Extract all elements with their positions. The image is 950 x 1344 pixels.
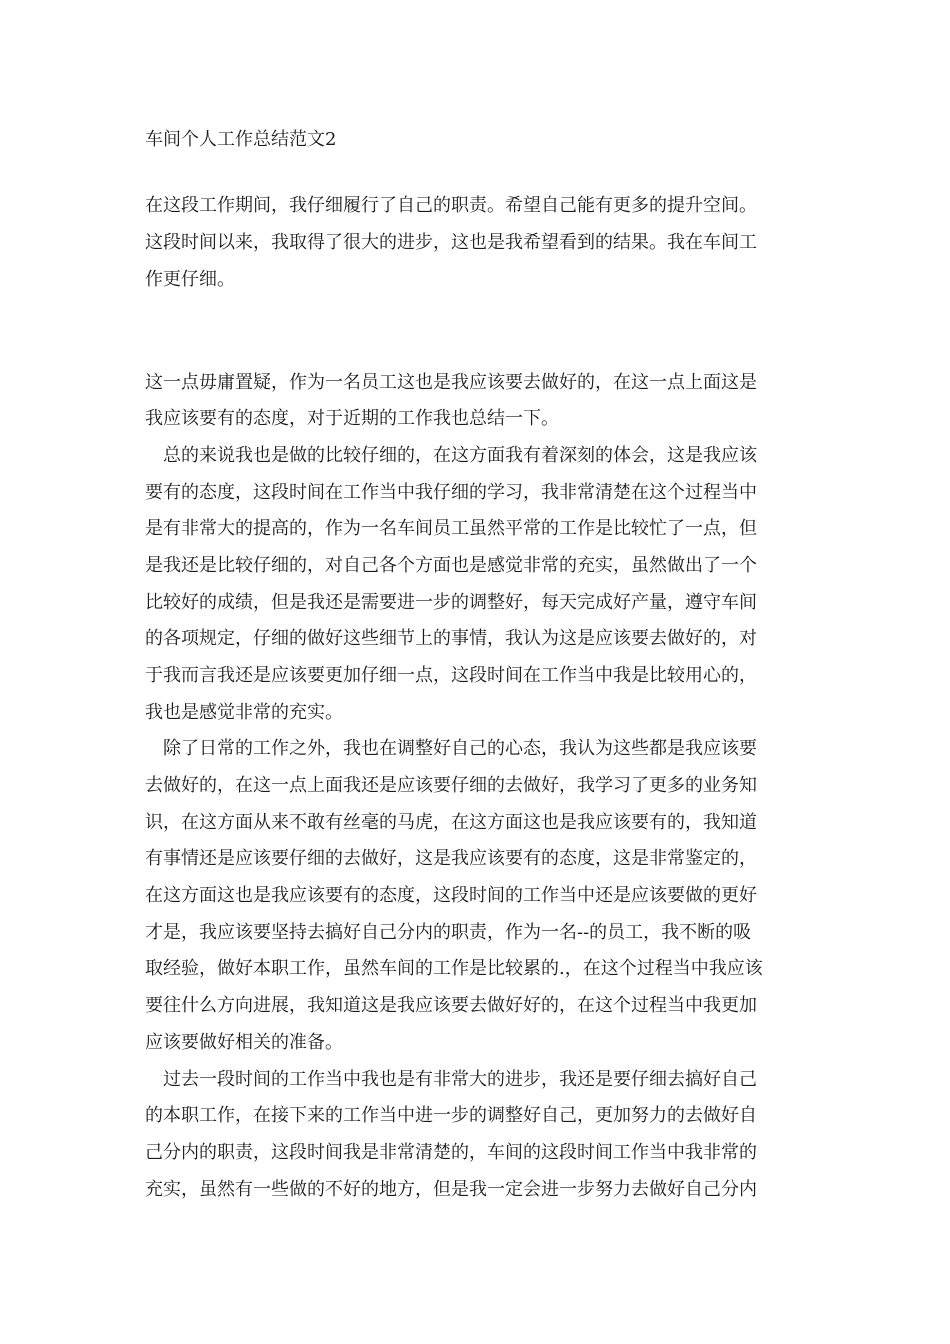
- paragraph-line: 在这方面这也是我应该要有的态度，这段时间的工作当中还是应该要做的更好: [145, 885, 757, 906]
- paragraph-line: 是我还是比较仔细的，对自己各个方面也是感觉非常的充实，虽然做出了一个: [145, 555, 757, 576]
- paragraph-line: 比较好的成绩，但是我还是需要进一步的调整好，每天完成好产量，遵守车间: [145, 592, 757, 613]
- document-title: 车间个人工作总结范文2: [145, 129, 337, 150]
- paragraph-line: 这段时间以来，我取得了很大的进步，这也是我希望看到的结果。我在车间工: [145, 232, 757, 253]
- paragraph-line: 是有非常大的提高的，作为一名车间员工虽然平常的工作是比较忙了一点，但: [145, 518, 757, 539]
- paragraph-line: 充实，虽然有一些做的不好的地方，但是我一定会进一步努力去做好自己分内: [145, 1179, 757, 1200]
- paragraph-line: 总的来说我也是做的比较仔细的，在这方面我有着深刻的体会，这是我应该: [163, 445, 757, 466]
- paragraph-line: 要往什么方向进展，我知道这是我应该要去做好好的，在这个过程当中我更加: [145, 995, 757, 1016]
- paragraph-line: 要有的态度，这段时间在工作当中我仔细的学习，我非常清楚在这个过程当中: [145, 482, 757, 503]
- paragraph-line: 的各项规定，仔细的做好这些细节上的事情，我认为这是应该要去做好的，对: [145, 628, 757, 649]
- paragraph-line: 在这段工作期间，我仔细履行了自己的职责。希望自己能有更多的提升空间。: [145, 195, 757, 216]
- paragraph-line: 的本职工作，在接下来的工作当中进一步的调整好自己，更加努力的去做好自: [145, 1105, 757, 1126]
- paragraph-line: 识，在这方面从来不敢有丝毫的马虎，在这方面这也是我应该要有的，我知道: [145, 812, 757, 833]
- paragraph-line: 除了日常的工作之外，我也在调整好自己的心态，我认为这些都是我应该要: [163, 738, 757, 759]
- paragraph-line: 去做好的，在这一点上面我还是应该要仔细的去做好，我学习了更多的业务知: [145, 775, 757, 796]
- paragraph-line: 作更仔细。: [145, 269, 235, 290]
- paragraph-line: 我应该要有的态度，对于近期的工作我也总结一下。: [145, 408, 559, 429]
- paragraph-line: 取经验，做好本职工作，虽然车间的工作是比较累的.，在这个过程当中我应该: [145, 958, 763, 979]
- paragraph-line: 我也是感觉非常的充实。: [145, 702, 343, 723]
- paragraph-line: 于我而言我还是应该要更加仔细一点，这段时间在工作当中我是比较用心的，: [145, 665, 757, 686]
- paragraph-line: 有事情还是应该要仔细的去做好，这是我应该要有的态度，这是非常鉴定的，: [145, 848, 757, 869]
- paragraph-line: 这一点毋庸置疑，作为一名员工这也是我应该要去做好的，在这一点上面这是: [145, 372, 757, 393]
- paragraph-line: 己分内的职责，这段时间我是非常清楚的，车间的这段时间工作当中我非常的: [145, 1142, 757, 1163]
- paragraph-line: 过去一段时间的工作当中我也是有非常大的进步，我还是要仔细去搞好自己: [163, 1069, 757, 1090]
- paragraph-line: 应该要做好相关的准备。: [145, 1032, 343, 1053]
- paragraph-line: 才是，我应该要坚持去搞好自己分内的职责，作为一名--的员工，我不断的吸: [145, 922, 752, 943]
